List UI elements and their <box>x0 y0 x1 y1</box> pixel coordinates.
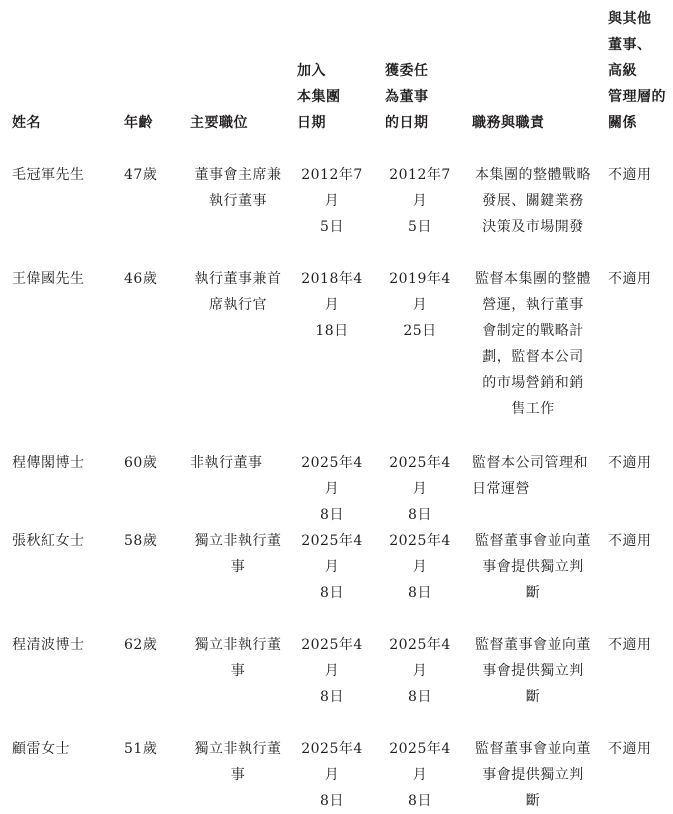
appointment-date: 2025年4月 8日 <box>389 741 451 809</box>
director-name: 顧雷女士 <box>12 741 70 757</box>
relationship: 不適用 <box>608 741 652 757</box>
relationship: 不適用 <box>608 167 652 183</box>
duties: 監督董事會並向董 事會提供獨立判 斷 <box>475 637 591 705</box>
director-age: 46歲 <box>124 271 158 287</box>
duties: 監督本集團的整體 營運，執行董事 會制定的戰略計 劃，監督本公司 的市場營銷和銷 售工作 <box>475 271 591 417</box>
duties: 本集團的整體戰略 發展、關鍵業務 決策及市場開發 <box>475 167 591 235</box>
appointment-date: 2019年4月 25日 <box>389 271 451 339</box>
director-age: 62歲 <box>124 637 158 653</box>
relationship: 不適用 <box>608 271 652 287</box>
duties: 監督董事會並向董 事會提供獨立判 斷 <box>475 741 591 809</box>
director-position: 董事會主席兼 執行董事 <box>194 167 282 209</box>
join-date: 2025年4月 8日 <box>301 741 363 809</box>
director-position: 獨立非執行董 事 <box>194 637 282 679</box>
header-duties: 職務與職責 <box>472 115 545 131</box>
duties: 監督董事會並向董 事會提供獨立判 斷 <box>475 533 591 601</box>
director-name: 張秋紅女士 <box>12 533 85 549</box>
director-age: 51歲 <box>124 741 158 757</box>
director-name: 王偉國先生 <box>12 271 85 287</box>
relationship: 不適用 <box>608 455 652 471</box>
director-position: 獨立非執行董 事 <box>194 533 282 575</box>
header-position: 主要職位 <box>190 115 248 131</box>
director-age: 60歲 <box>124 455 158 471</box>
join-date: 2025年4月 8日 <box>301 455 363 523</box>
appointment-date: 2025年4月 8日 <box>389 455 451 523</box>
appointment-date: 2025年4月 8日 <box>389 637 451 705</box>
director-age: 47歲 <box>124 167 158 183</box>
relationship: 不適用 <box>608 533 652 549</box>
join-date: 2025年4月 8日 <box>301 637 363 705</box>
director-position: 非執行董事 <box>190 455 263 471</box>
director-age: 58歲 <box>124 533 158 549</box>
appointment-date: 2025年4月 8日 <box>389 533 451 601</box>
director-position: 執行董事兼首 席執行官 <box>194 271 282 313</box>
header-join-date: 加入 本集團 日期 <box>297 63 341 131</box>
duties: 監督本公司管理和 日常運營 <box>472 455 588 497</box>
join-date: 2025年4月 8日 <box>301 533 363 601</box>
header-appointment-date: 獲委任 為董事 的日期 <box>385 63 429 131</box>
relationship: 不適用 <box>608 637 652 653</box>
header-name: 姓名 <box>12 115 41 131</box>
header-age: 年齡 <box>124 115 153 131</box>
director-position: 獨立非執行董 事 <box>194 741 282 783</box>
header-relationship: 與其他 董事、 高級 管理層的 關係 <box>608 11 666 131</box>
join-date: 2018年4月 18日 <box>301 271 363 339</box>
director-name: 程清波博士 <box>12 637 85 653</box>
director-name: 毛冠軍先生 <box>12 167 85 183</box>
join-date: 2012年7月 5日 <box>301 167 363 235</box>
director-name: 程傳閣博士 <box>12 455 85 471</box>
appointment-date: 2012年7月 5日 <box>389 167 451 235</box>
